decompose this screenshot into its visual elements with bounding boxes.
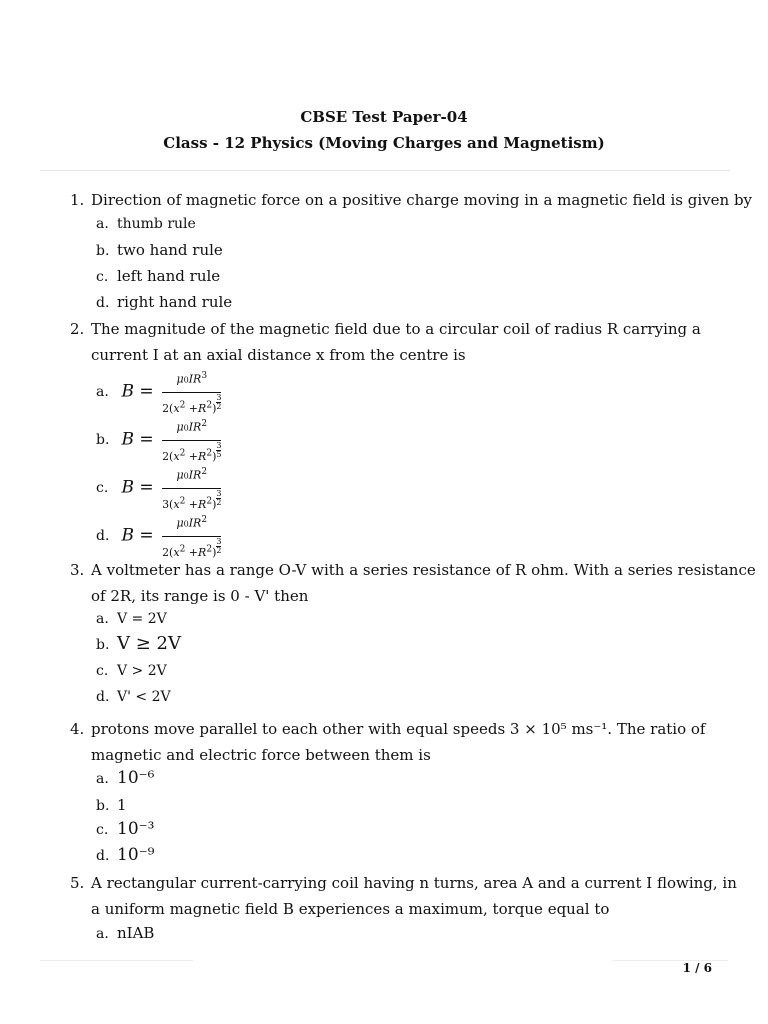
question-text-line2: current I at an axial distance x from the centre is [91, 346, 466, 364]
option-4d [96, 845, 154, 866]
option-label: d. [96, 295, 110, 311]
option-label: b. [96, 637, 110, 653]
option-text: right hand rule [117, 293, 233, 311]
option-4b [96, 795, 127, 816]
page-number: 1 / 6 [682, 961, 712, 975]
question-number: 1. [70, 191, 85, 209]
question-number: 3. [70, 561, 85, 579]
page-subtitle: Class - 12 Physics (Moving Charges and Magnetism) [163, 134, 605, 152]
option-2c: c. B = $\mu 0IR^2$ $3(x^2 +R^2)$ $\frac{3}{2}$ [96, 462, 221, 515]
question-number: 4. [70, 720, 85, 738]
question-text-line1: The magnitude of the magnetic field due to a circular coil of radius R carrying a [91, 320, 701, 338]
option-2d: d. B = $\mu 0IR^2$ $2(x^2 +R^2)$ $\frac{3}{2}$ [96, 510, 221, 563]
option-label: a. [96, 611, 109, 627]
option-1a [96, 214, 196, 234]
formula-lhs: B [121, 525, 134, 546]
question-text-line2: of 2R, its range is 0 - V' then [91, 587, 309, 605]
option-2a: a. B = $\mu 0IR^3$ $2(x^2 +R^2)$ $\frac{3}{2}$ [96, 366, 221, 419]
option-3b [96, 634, 181, 655]
option-text: 10⁻⁹ [117, 845, 155, 865]
option-label: c. [96, 269, 109, 285]
page-title: CBSE Test Paper-04 [300, 108, 468, 126]
option-label: d. [96, 528, 110, 545]
question-text-line1: protons move parallel to each other with equal speeds 3 × 10⁵ ms⁻¹. The ratio of [91, 720, 706, 738]
question-text-line2: a uniform magnetic field B experiences a maximum, torque equal to [91, 900, 610, 918]
option-4a [96, 768, 154, 789]
question-text: Direction of magnetic force on a positive charge moving in a magnetic field is given by [91, 191, 753, 209]
option-text: 10⁻³ [117, 819, 155, 839]
option-label: c. [96, 480, 109, 497]
option-text: V = 2V [117, 611, 167, 627]
option-text: V ≥ 2V [117, 633, 181, 654]
option-2b: b. B = $\mu 0IR^2$ $2(x^2 +R^2)$ $\frac{3}{5}$ [96, 414, 221, 467]
option-label: b. [96, 432, 110, 449]
question-number: 2. [70, 320, 85, 338]
option-text: thumb rule [117, 216, 196, 232]
option-label: a. [96, 384, 109, 401]
option-label: d. [96, 689, 110, 705]
formula-fraction: $\mu 0IR^2$ $2(x^2 +R^2)$ $\frac{3}{2}$ [162, 510, 221, 563]
formula-lhs: B [121, 381, 134, 402]
question-number: 5. [70, 874, 85, 892]
formula-fraction: $\mu 0IR^3$ $2(x^2 +R^2)$ $\frac{3}{2}$ [162, 366, 221, 419]
option-label: b. [96, 798, 110, 814]
option-text: left hand rule [117, 267, 221, 285]
option-label: a. [96, 216, 109, 232]
formula-lhs: B [121, 477, 134, 498]
option-1b [96, 240, 223, 261]
question-text-line1: A voltmeter has a range O-V with a series resistance of R ohm. With a series resistance [91, 561, 756, 579]
option-1c [96, 266, 220, 287]
option-text: V' < 2V [117, 689, 171, 705]
option-4c [96, 819, 154, 840]
formula-lhs: B [121, 429, 134, 450]
header-divider [40, 170, 730, 171]
question-text-line2: magnetic and electric force between them is [91, 746, 431, 764]
option-label: a. [96, 771, 109, 787]
option-text: 10⁻⁶ [117, 768, 155, 788]
option-3a [96, 609, 167, 629]
question-text-line1: A rectangular current-carrying coil having n turns, area A and a current I flowing, in [91, 874, 737, 892]
option-3d [96, 687, 171, 707]
option-text: V > 2V [117, 663, 167, 679]
option-label: c. [96, 822, 109, 838]
option-text: nIAB [117, 924, 155, 942]
formula-fraction: $\mu 0IR^2$ $3(x^2 +R^2)$ $\frac{3}{2}$ [162, 462, 221, 515]
option-label: d. [96, 848, 110, 864]
option-5a [96, 923, 154, 944]
option-text: 1 [117, 796, 127, 814]
option-text: two hand rule [117, 241, 223, 259]
formula-fraction: $\mu 0IR^2$ $2(x^2 +R^2)$ $\frac{3}{5}$ [162, 414, 221, 467]
option-label: b. [96, 243, 110, 259]
option-3c [96, 661, 167, 681]
option-label: a. [96, 926, 109, 942]
footer-divider-left [40, 960, 193, 961]
option-label: c. [96, 663, 109, 679]
option-1d [96, 292, 232, 313]
